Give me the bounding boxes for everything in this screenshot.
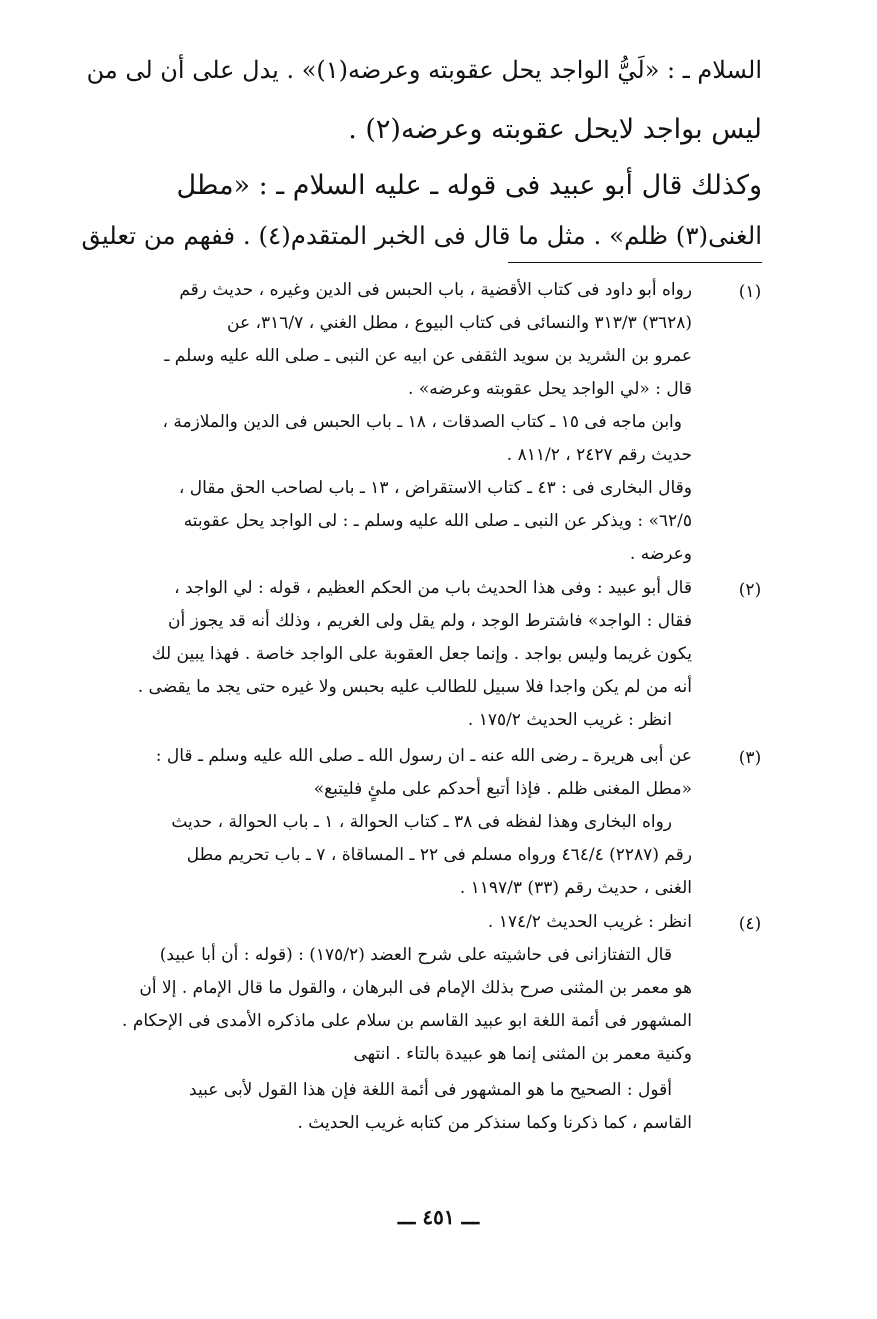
- footnote-line: قال التفتازانى فى حاشيته على شرح العضد (١٧٥/٢) : (قوله : أن أبا عبيد): [159, 945, 672, 965]
- footnote-number: (٢): [738, 580, 762, 600]
- footnote-line: وكنية معمر بن المثنى إنما هو عبيدة بالتاء . انتهى: [353, 1044, 692, 1064]
- footnote-line: رواه البخارى وهذا لفظه فى ٣٨ ـ كتاب الحوالة ، ١ ـ باب الحوالة ، حديث: [171, 812, 672, 832]
- footnote-line: عن أبى هريرة ـ رضى الله عنه ـ ان رسول الله ـ صلى الله عليه وسلم ـ قال :: [155, 746, 692, 766]
- footnote-4: [78, 914, 768, 944]
- footnote-line: رقم (٢٢٨٧) ٤٦٤/٤ ورواه مسلم فى ٢٢ ـ المساقاة ، ٧ ـ باب تحريم مطل: [186, 845, 692, 865]
- footnote-line: قال : «لي الواجد يحل عقوبته وعرضه» .: [408, 379, 692, 399]
- footnote-line: أنه من لم يكن واجدا فلا سبيل للطالب عليه بحبس ولا غيره حتى يجد ما يقضى .: [137, 677, 692, 697]
- footnote-line: هو معمر بن المثنى صرح بذلك الإمام فى البرهان ، والقول ما قال الإمام . إلا أن: [139, 978, 692, 998]
- footnote-line: «مطل المغنى ظلم . فإذا أتبع أحدكم على ملئٍ فليتبع»: [313, 779, 692, 799]
- footnote-line: يكون غريما وليس بواجد . وإنما جعل العقوبة على الواجد خاصة . فهذا يبين لك: [151, 644, 692, 664]
- footnote-line: فقال : الواجد» فاشترط الوجد ، ولم يقل ولى الغريم ، وذلك أنه قد يجوز أن: [168, 611, 692, 631]
- footnote-line: انظر : غريب الحديث ١٧٥/٢ .: [467, 710, 672, 730]
- footnote-line: القاسم ، كما ذكرنا وكما سنذكر من كتابه غريب الحديث .: [297, 1113, 692, 1133]
- footnote-line: وابن ماجه فى ١٥ ـ كتاب الصدقات ، ١٨ ـ باب الحبس فى الدين والملازمة ،: [162, 412, 682, 432]
- main-line: ليس بواجد لايحل عقوبته وعرضه(٢) .: [348, 114, 762, 145]
- footnote-line: رواه أبو داود فى كتاب الأقضية ، باب الحبس فى الدين وغيره ، حديث رقم: [179, 280, 692, 300]
- main-paragraph-1: [78, 58, 762, 174]
- main-line: وكذلك قال أبو عبيد فى قوله ـ عليه السلام ـ : «مطل: [176, 170, 762, 201]
- footnote-4-continuation: [78, 947, 768, 1147]
- footnote-line: حديث رقم ٢٤٢٧ ، ٨١١/٢ .: [506, 445, 692, 465]
- footnote-3: [78, 748, 768, 908]
- footnote-2: [78, 580, 768, 750]
- main-line: السلام ـ : «لَيُّ الواجد يحل عقوبته وعرضه(١)» . يدل على أن لى من: [86, 56, 762, 84]
- footnote-line: عمرو بن الشريد بن سويد الثقفى عن ابيه عن النبى ـ صلى الله عليه وسلم ـ: [164, 346, 692, 366]
- main-line: الغنى(٣) ظلم» . مثل ما قال فى الخبر المتقدم(٤) . ففهم من تعليق: [81, 221, 762, 250]
- footnote-line: انظر : غريب الحديث ١٧٤/٢ .: [487, 912, 692, 932]
- footnote-line: المشهور فى أئمة اللغة ابو عبيد القاسم بن سلام على ماذكره الأمدى فى الإحكام .: [122, 1011, 692, 1031]
- footnote-separator: [508, 262, 762, 263]
- footnote-number: (١): [738, 282, 762, 302]
- page-number: ـــ ٤٥١ ـــ: [397, 1205, 480, 1229]
- footnote-line: (٣٦٢٨) ٣١٣/٣ والنسائى فى كتاب البيوع ، مطل الغني ، ٣١٦/٧، عن: [227, 313, 692, 333]
- footnote-line: وقال البخارى فى : ٤٣ ـ كتاب الاستقراض ، ١٣ ـ باب لصاحب الحق مقال ،: [178, 478, 692, 498]
- footnote-line: الغنى ، حديث رقم (٣٣) ١١٩٧/٣ .: [459, 878, 692, 898]
- footnote-1: [78, 282, 768, 582]
- footnote-number: (٤): [738, 914, 762, 934]
- footnote-line: قال أبو عبيد : وفى هذا الحديث باب من الحكم العظيم ، قوله : لي الواجد ،: [174, 578, 692, 598]
- footnote-line: أقول : الصحيح ما هو المشهور فى أئمة اللغة فإن هذا القول لأبى عبيد: [189, 1080, 672, 1100]
- footnote-line: وعرضه .: [629, 544, 692, 564]
- main-paragraph-2: [78, 172, 762, 276]
- footnote-number: (٣): [738, 748, 762, 768]
- footnote-line: ٦٢/٥» : ويذكر عن النبى ـ صلى الله عليه وسلم ـ : لى الواجد يحل عقوبته: [183, 511, 692, 531]
